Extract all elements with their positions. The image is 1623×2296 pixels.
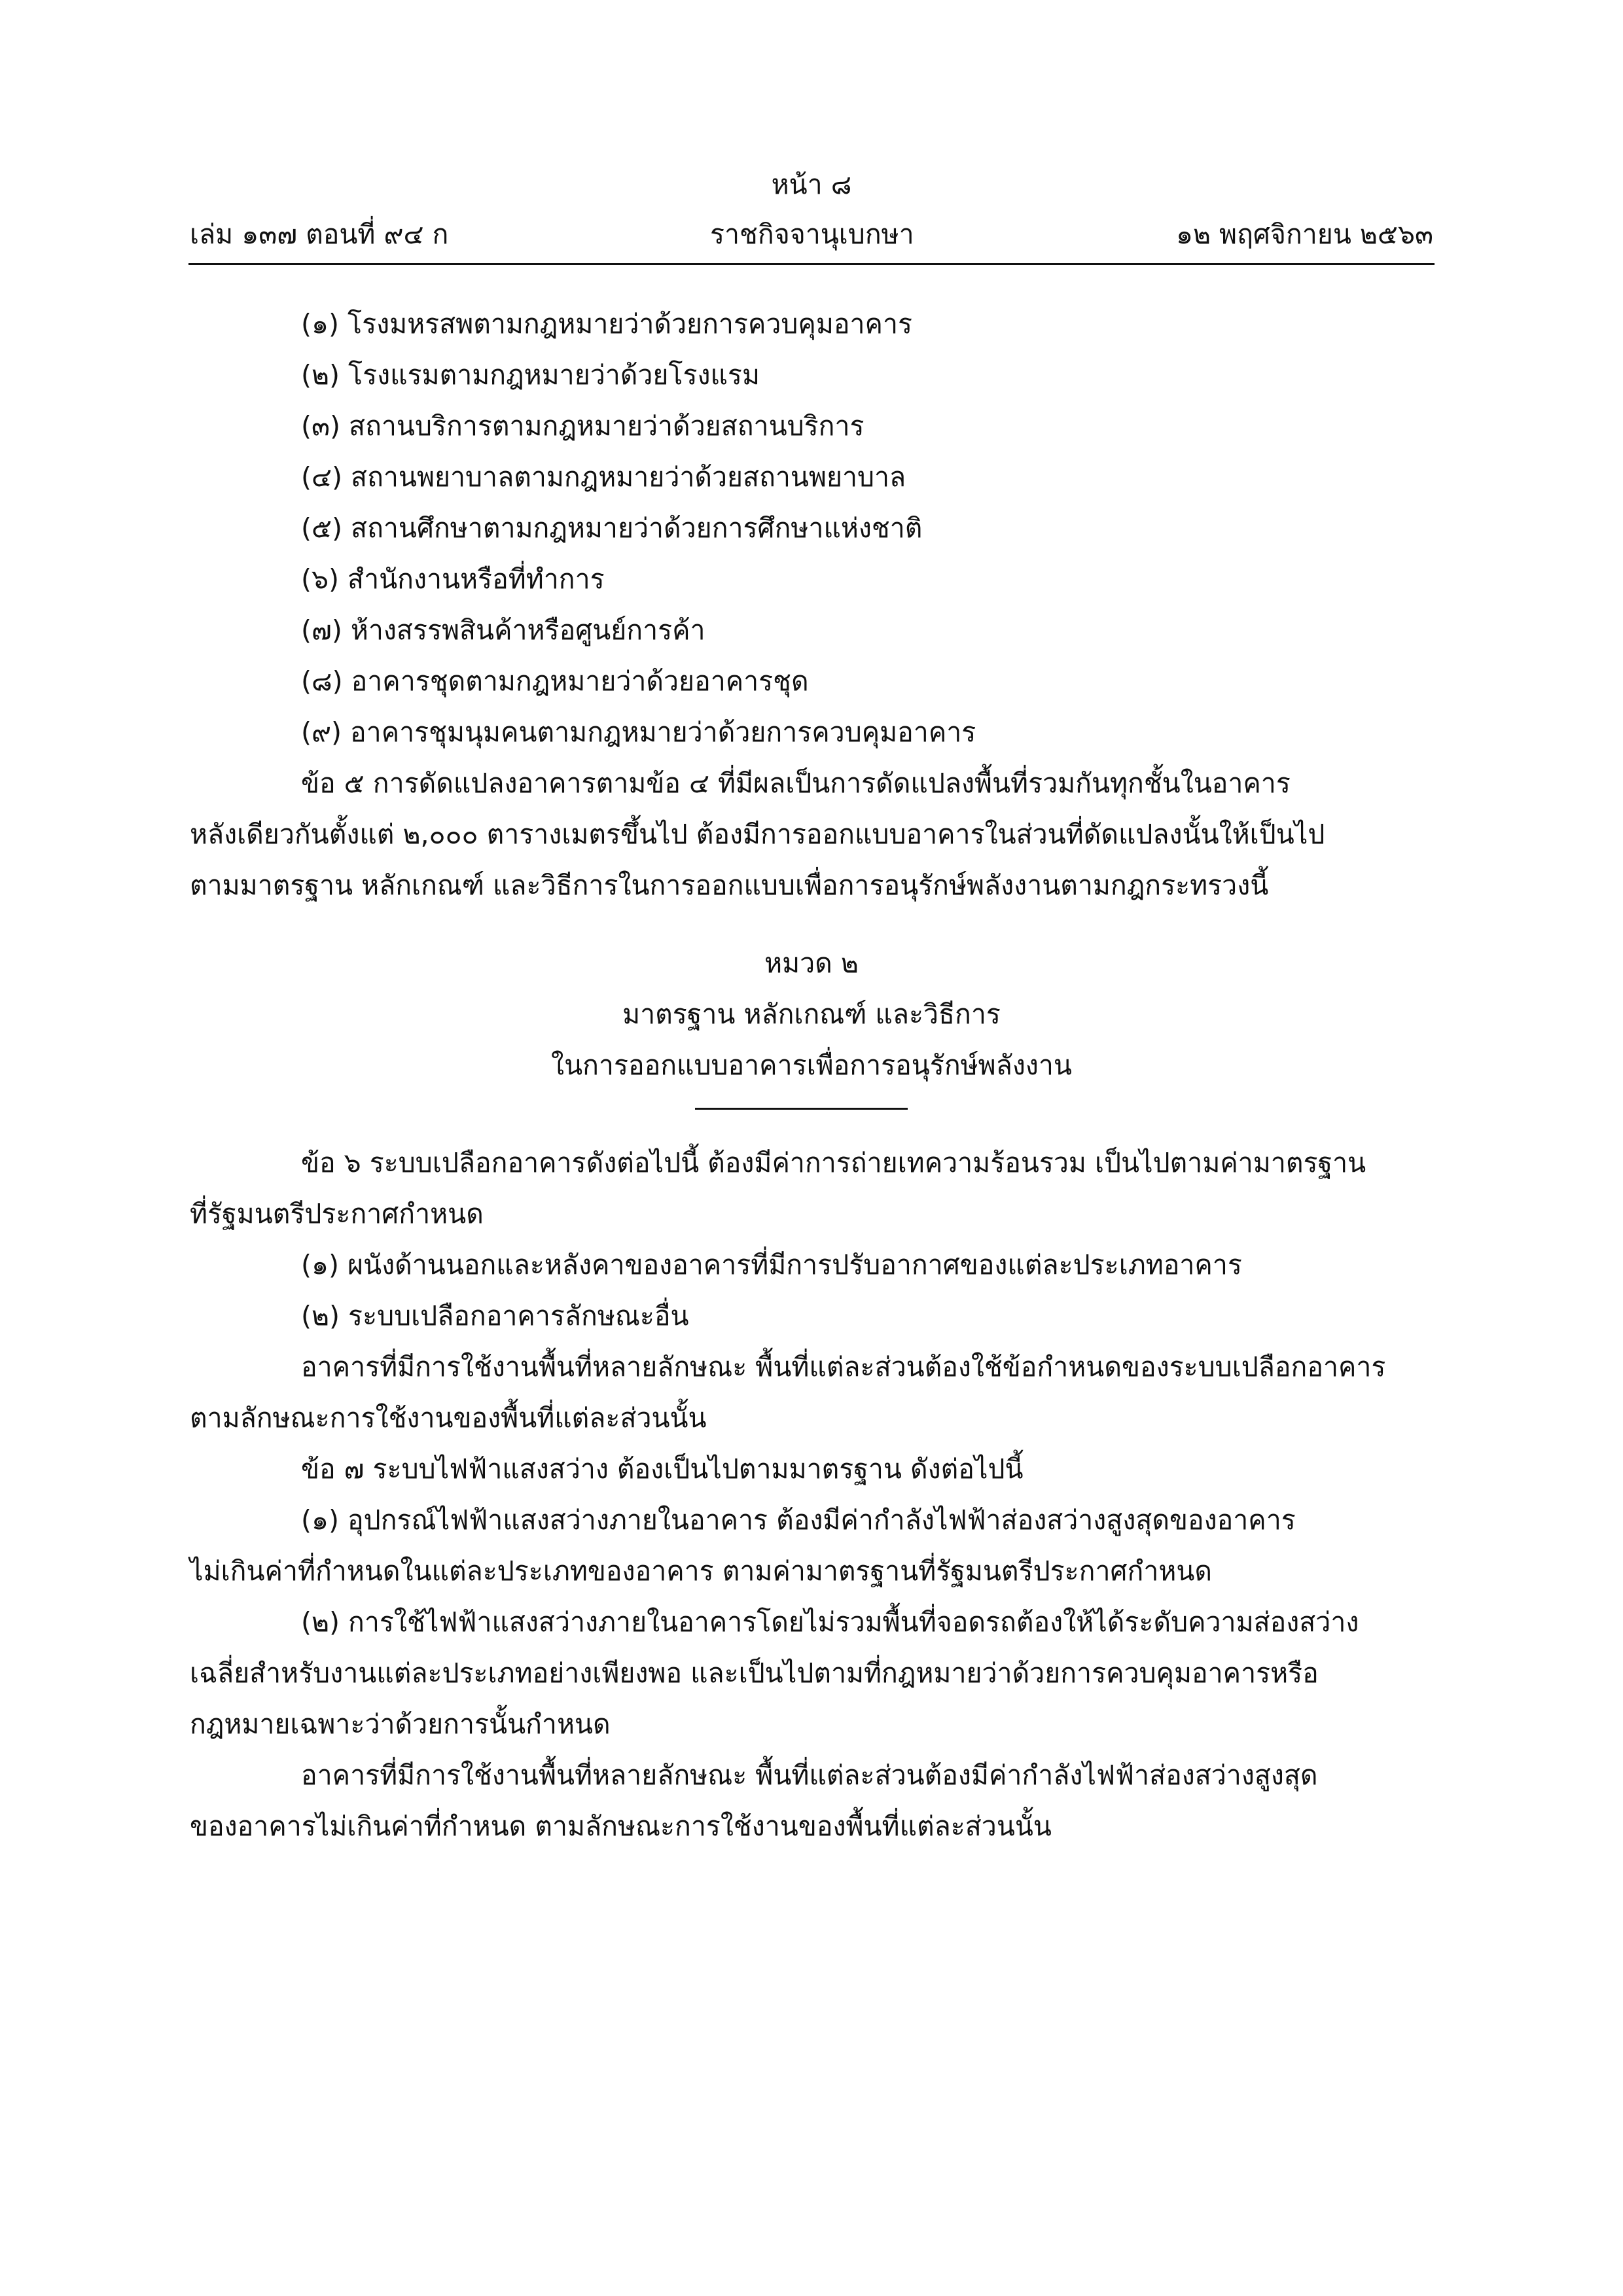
gazette-name: ราชกิจจานุเบกษา [710,219,914,250]
list-item: (๗) ห้างสรรพสินค้าหรือศูนย์การค้า [301,614,705,646]
section7-line: ไม่เกินค่าที่กำหนดในแต่ละประเภทของอาคาร ตามค่ามาตรฐานที่รัฐมนตรีประกาศกำหนด [190,1555,1213,1587]
section7-line: เฉลี่ยสำหรับงานแต่ละประเภทอย่างเพียงพอ และเป็นไปตามที่กฎหมายว่าด้วยการควบคุมอาคารหรือ [190,1657,1319,1689]
publication-date: ๑๒ พฤศจิกายน ๒๕๖๓ [1175,219,1433,250]
section5-line: หลังเดียวกันตั้งแต่ ๒,๐๐๐ ตารางเมตรขึ้นไป ต้องมีการออกแบบอาคารในส่วนที่ดัดแปลงนั้นให้เป็นไป [190,819,1325,850]
section5-line: ข้อ ๕ การดัดแปลงอาคารตามข้อ ๔ ที่มีผลเป็นการดัดแปลงพื้นที่รวมกันทุกชั้นในอาคาร [301,768,1291,799]
section7-line: ของอาคารไม่เกินค่าที่กำหนด ตามลักษณะการใช้งานของพื้นที่แต่ละส่วนนั้น [190,1810,1052,1842]
list-item: (๙) อาคารชุมนุมคนตามกฎหมายว่าด้วยการควบคุมอาคาร [301,716,976,748]
list-item: (๑) โรงมหรสพตามกฎหมายว่าด้วยการควบคุมอาคาร [301,308,912,340]
list-item: (๒) การใช้ไฟฟ้าแสงสว่างภายในอาคารโดยไม่รวมพื้นที่จอดรถต้องให้ได้ระดับความส่องสว่าง [301,1606,1359,1638]
section6-line: อาคารที่มีการใช้งานพื้นที่หลายลักษณะ พื้นที่แต่ละส่วนต้องใช้ข้อกำหนดของระบบเปลือกอาคาร [301,1351,1386,1383]
chapter-title: มาตรฐาน หลักเกณฑ์ และวิธีการ [622,998,1001,1030]
list-item: (๑) อุปกรณ์ไฟฟ้าแสงสว่างภายในอาคาร ต้องมีค่ากำลังไฟฟ้าส่องสว่างสูงสุดของอาคาร [301,1504,1296,1536]
list-item: (๑) ผนังด้านนอกและหลังคาของอาคารที่มีการปรับอากาศของแต่ละประเภทอาคาร [301,1249,1242,1280]
list-item: (๕) สถานศึกษาตามกฎหมายว่าด้วยการศึกษาแห่งชาติ [301,512,923,544]
section7-line: อาคารที่มีการใช้งานพื้นที่หลายลักษณะ พื้นที่แต่ละส่วนต้องมีค่ากำลังไฟฟ้าส่องสว่างสูงสุด [301,1759,1318,1791]
chapter-number: หมวด ๒ [764,947,859,979]
section7-line: กฎหมายเฉพาะว่าด้วยการนั้นกำหนด [190,1708,611,1740]
section5-line: ตามมาตรฐาน หลักเกณฑ์ และวิธีการในการออกแบบเพื่อการอนุรักษ์พลังงานตามกฎกระทรวงนี้ [190,870,1269,901]
list-item: (๔) สถานพยาบาลตามกฎหมายว่าด้วยสถานพยาบาล [301,461,906,493]
header-rule [188,263,1435,265]
section7-line: ข้อ ๗ ระบบไฟฟ้าแสงสว่าง ต้องเป็นไปตามมาตรฐาน ดังต่อไปนี้ [301,1453,1024,1485]
page-number: หน้า ๘ [771,169,852,200]
list-item: (๒) ระบบเปลือกอาคารลักษณะอื่น [301,1300,689,1332]
section6-line: ที่รัฐมนตรีประกาศกำหนด [190,1198,484,1229]
chapter-divider [695,1108,908,1110]
list-item: (๘) อาคารชุดตามกฎหมายว่าด้วยอาคารชุด [301,665,809,697]
list-item: (๖) สำนักงานหรือที่ทำการ [301,563,605,595]
list-item: (๓) สถานบริการตามกฎหมายว่าด้วยสถานบริการ [301,410,865,442]
section6-line: ข้อ ๖ ระบบเปลือกอาคารดังต่อไปนี้ ต้องมีค่าการถ่ายเทความร้อนรวม เป็นไปตามค่ามาตรฐาน [301,1147,1366,1178]
volume-issue: เล่ม ๑๓๗ ตอนที่ ๙๔ ก [190,219,449,250]
list-item: (๒) โรงแรมตามกฎหมายว่าด้วยโรงแรม [301,359,760,391]
chapter-subtitle: ในการออกแบบอาคารเพื่อการอนุรักษ์พลังงาน [551,1050,1072,1081]
section6-line: ตามลักษณะการใช้งานของพื้นที่แต่ละส่วนนั้น [190,1402,707,1434]
